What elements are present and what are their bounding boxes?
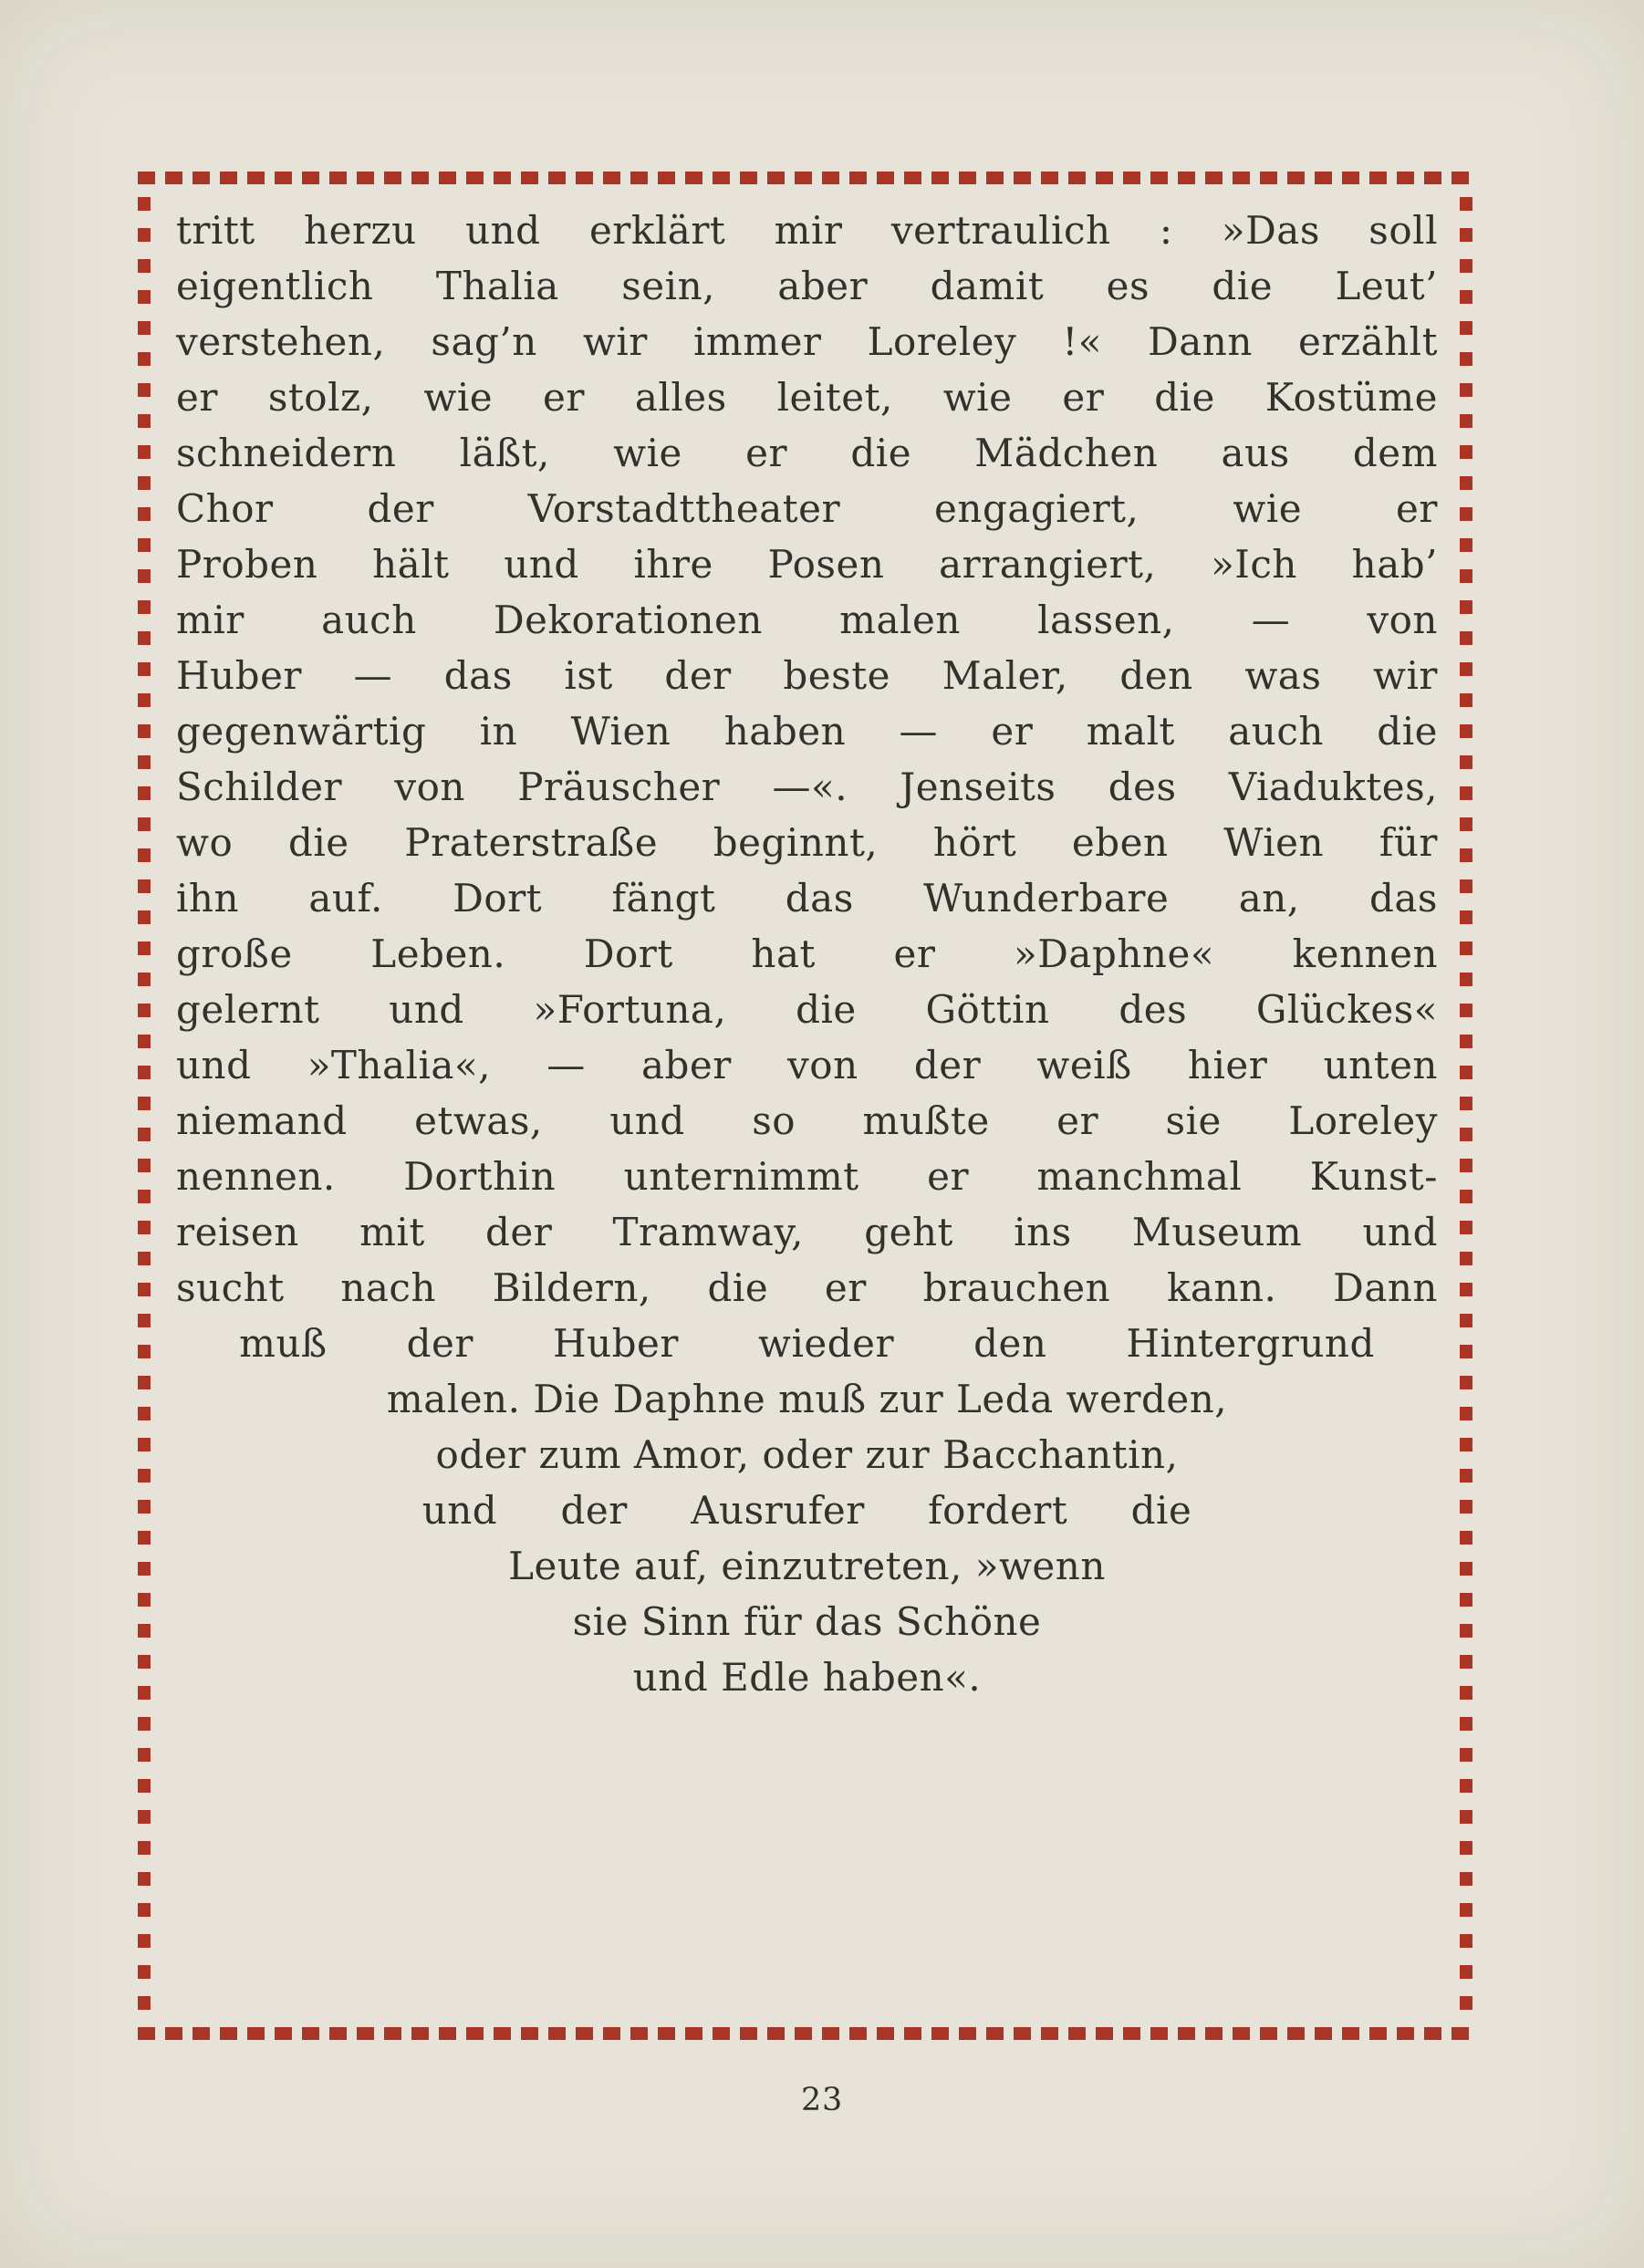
text-line: eigentlich Thalia sein, aber damit es die Leut’ <box>176 264 1438 308</box>
text-line: muß der Huber wieder den Hintergrund <box>239 1321 1375 1366</box>
text-line: gegenwärtig in Wien haben — er malt auch die <box>176 709 1438 754</box>
text-line: große Leben. Dort hat er »Daphne« kennen <box>176 931 1438 976</box>
text-line: ihn auf. Dort fängt das Wunderbare an, das <box>176 876 1438 921</box>
text-line: verstehen, sag’n wir immer Loreley !« Dann erzählt <box>176 319 1438 364</box>
border-dots-right <box>1460 197 1472 2014</box>
text-line: schneidern läßt, wie er die Mädchen aus dem <box>176 431 1438 475</box>
text-line: nennen. Dorthin unternimmt er manchmal Kunst- <box>176 1154 1438 1199</box>
text-line: tritt herzu und erklärt mir vertraulich : »Das soll <box>176 208 1438 253</box>
text-line: oder zum Amor, oder zur Bacchantin, <box>435 1432 1179 1477</box>
text-line: und »Thalia«, — aber von der weiß hier unten <box>176 1043 1438 1087</box>
text-line: er stolz, wie er alles leitet, wie er die Kostüme <box>176 375 1438 420</box>
text-line: reisen mit der Tramway, geht ins Museum und <box>176 1210 1438 1254</box>
text-line: gelernt und »Fortuna, die Göttin des Glückes« <box>176 987 1438 1032</box>
text-line: und Edle haben«. <box>632 1655 982 1700</box>
text-line: Huber — das ist der beste Maler, den was wir <box>176 653 1438 698</box>
text-line: mir auch Dekorationen malen lassen, — von <box>176 598 1438 642</box>
border-dots-left <box>138 197 151 2014</box>
text-line: und der Ausrufer fordert die <box>421 1488 1192 1533</box>
text-line: Chor der Vorstadttheater engagiert, wie er <box>176 486 1438 531</box>
text-line: malen. Die Daphne muß zur Leda werden, <box>386 1377 1228 1421</box>
text-line: Proben hält und ihre Posen arrangiert, »Ich hab’ <box>176 542 1438 587</box>
text-line: niemand etwas, und so mußte er sie Loreley <box>176 1098 1438 1143</box>
text-line: sie Sinn für das Schöne <box>572 1599 1042 1644</box>
body-text <box>176 203 1438 1705</box>
text-line: wo die Praterstraße beginnt, hört eben Wien für <box>176 820 1438 865</box>
border-dots-top <box>138 172 1472 184</box>
text-line: sucht nach Bildern, die er brauchen kann. Dann <box>176 1265 1438 1310</box>
page-number: 23 <box>801 2082 843 2118</box>
text-line: Schilder von Präuscher —«. Jenseits des Viaduktes, <box>176 765 1438 809</box>
text-line: Leute auf, einzutreten, »wenn <box>508 1544 1106 1588</box>
decorative-dotted-border-frame <box>138 172 1472 2040</box>
border-dots-bottom <box>138 2027 1472 2040</box>
